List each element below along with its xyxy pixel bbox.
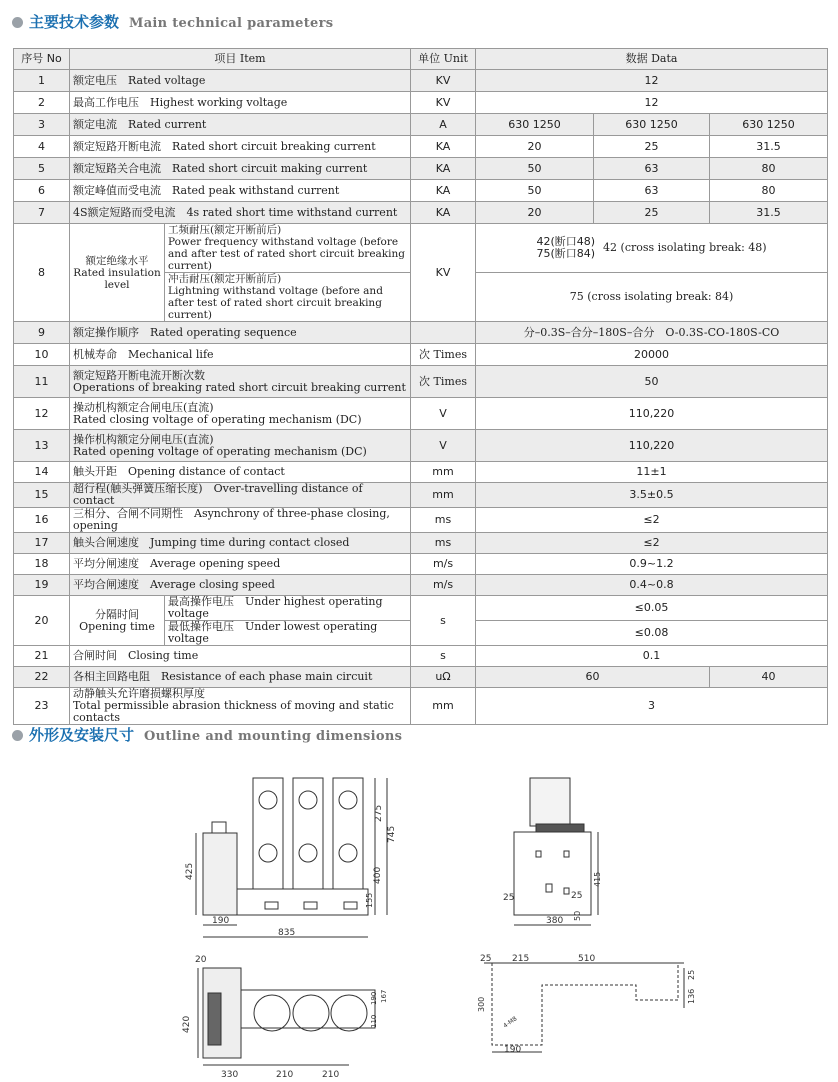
row-value-lightning: 75 (cross isolating break: 84) — [476, 273, 828, 322]
table-row — [14, 202, 828, 224]
dim-167: 167 — [380, 989, 388, 1003]
header-item: 项目 Item — [70, 49, 411, 70]
item-cn: 动静触头允许磨损螺积厚度 — [73, 687, 205, 700]
dim-20: 20 — [195, 955, 207, 965]
table-row — [14, 667, 828, 688]
row-value: 110,220 — [476, 430, 828, 462]
row-unit: KV — [411, 92, 476, 114]
sub-item-cn: 冲击耐压(额定开断前后) — [168, 273, 282, 285]
group-label-en: Rated insulation level — [73, 266, 161, 291]
item-cn: 操作机构额定分闸电压(直流) — [73, 432, 214, 446]
group-label-cn: 额定绝缘水平 — [85, 254, 149, 267]
row-no: 18 — [14, 554, 70, 575]
row-item: 触头合闸速度 Jumping time during contact closed — [70, 533, 411, 554]
value-cn-a: 42(断口48) — [536, 235, 596, 248]
row-unit: s — [411, 646, 476, 667]
row-item: 三相分、合闸不同期性 Asynchrony of three-phase closing, opening — [70, 508, 411, 533]
row-no: 12 — [14, 398, 70, 430]
dim-215: 215 — [512, 954, 530, 964]
row-unit: KA — [411, 158, 476, 180]
row-no: 17 — [14, 533, 70, 554]
row-unit: KV — [411, 224, 476, 322]
table-row — [14, 508, 828, 533]
dim-110: 110 — [370, 1014, 378, 1028]
group-label-cn: 分隔时间 — [95, 607, 139, 621]
row-unit: KA — [411, 136, 476, 158]
value-cn-b: 75(断口84) — [536, 247, 596, 260]
row-unit: KA — [411, 202, 476, 224]
table-row — [14, 575, 828, 596]
row-value-a: 50 — [476, 158, 594, 180]
mounting-view-drawing — [484, 963, 684, 1052]
row-no: 11 — [14, 366, 70, 398]
table-row — [14, 70, 828, 92]
row-item: 触头开距 Opening distance of contact — [70, 462, 411, 483]
row-value-a: 20 — [476, 136, 594, 158]
row-unit: 次 Times — [411, 366, 476, 398]
row-unit: ms — [411, 533, 476, 554]
header-no: 序号 No — [14, 49, 70, 70]
row-value-a: 20 — [476, 202, 594, 224]
row-item: 最高工作电压 Highest working voltage — [70, 92, 411, 114]
bullet-icon — [12, 17, 23, 28]
row-value-b: 63 — [594, 158, 710, 180]
dim-300: 300 — [477, 996, 486, 1012]
row-no: 3 — [14, 114, 70, 136]
row-unit: A — [411, 114, 476, 136]
table-row — [14, 462, 828, 483]
row-value-b: 25 — [594, 136, 710, 158]
dim-400: 400 — [373, 866, 383, 884]
row-unit — [411, 322, 476, 344]
row-unit: s — [411, 596, 476, 646]
row-item: 额定电流 Rated current — [70, 114, 411, 136]
row-item: 平均分闸速度 Average opening speed — [70, 554, 411, 575]
dim-136: 136 — [687, 988, 696, 1004]
item-en: Rated opening voltage of operating mechanism (DC) — [73, 444, 367, 458]
top-view-drawing — [198, 968, 375, 1065]
row-unit: V — [411, 398, 476, 430]
dim-745: 745 — [387, 825, 397, 843]
sub-item-power-frequency — [165, 224, 411, 273]
header-data: 数据 Data — [476, 49, 828, 70]
item-cn: 额定短路开断电流开断次数 — [73, 368, 205, 382]
row-group-label — [70, 596, 165, 646]
row-no: 9 — [14, 322, 70, 344]
row-item: 合闸时间 Closing time — [70, 646, 411, 667]
row-item: 额定电压 Rated voltage — [70, 70, 411, 92]
row-unit: uΩ — [411, 667, 476, 688]
table-header-row — [14, 49, 828, 70]
row-no: 2 — [14, 92, 70, 114]
row-value-highest: ≤0.05 — [476, 596, 828, 621]
section-header-technical-parameters — [12, 11, 333, 32]
row-no: 16 — [14, 508, 70, 533]
table-row — [14, 533, 828, 554]
item-cn: 操动机构额定合闸电压(直流) — [73, 400, 214, 414]
row-item: 超行程(触头弹簧压缩长度) Over-travelling distance of contact — [70, 483, 411, 508]
row-unit: m/s — [411, 575, 476, 596]
row-value-b: 63 — [594, 180, 710, 202]
row-value-c: 31.5 — [710, 136, 828, 158]
row-value-a: 60 — [476, 667, 710, 688]
row-value: 50 — [476, 366, 828, 398]
sub-item-cn: 工频耐压(额定开断前后) — [168, 224, 282, 236]
row-no: 6 — [14, 180, 70, 202]
row-value-c: 31.5 — [710, 202, 828, 224]
row-item: 各相主回路电阻 Resistance of each phase main circuit — [70, 667, 411, 688]
section-title-en: Main technical parameters — [129, 16, 334, 31]
table-row — [14, 430, 828, 462]
row-unit: mm — [411, 688, 476, 725]
row-unit: V — [411, 430, 476, 462]
row-value: 0.1 — [476, 646, 828, 667]
table-row — [14, 92, 828, 114]
row-value-lowest: ≤0.08 — [476, 621, 828, 646]
row-no: 15 — [14, 483, 70, 508]
table-row — [14, 398, 828, 430]
section-header-outline-dimensions — [12, 724, 402, 745]
dim-190-mount: 190 — [504, 1045, 522, 1055]
table-row — [14, 136, 828, 158]
table-row — [14, 114, 828, 136]
row-item — [70, 398, 411, 430]
side-view-drawing — [514, 778, 598, 925]
sub-item-en: Lightning withstand voltage (before and after test of rated short circuit breaking current) — [168, 285, 383, 321]
header-unit: 单位 Unit — [411, 49, 476, 70]
section-title-en: Outline and mounting dimensions — [144, 729, 403, 744]
dim-25-b: 25 — [687, 969, 696, 980]
row-value: 0.4~0.8 — [476, 575, 828, 596]
bullet-icon — [12, 730, 23, 741]
row-no: 13 — [14, 430, 70, 462]
row-value-c: 80 — [710, 158, 828, 180]
table-row — [14, 688, 828, 725]
table-row — [14, 322, 828, 344]
row-value: 分–0.3S–合分–180S–合分 O-0.3S-CO-180S-CO — [476, 322, 828, 344]
row-item: 机械寿命 Mechanical life — [70, 344, 411, 366]
row-item — [70, 430, 411, 462]
row-group-label — [70, 224, 165, 322]
row-value-c: 630 1250 — [710, 114, 828, 136]
front-view-drawing — [196, 778, 387, 937]
sub-item-highest: 最高操作电压 Under highest operating voltage — [165, 596, 411, 621]
sub-item-lowest: 最低操作电压 Under lowest operating voltage — [165, 621, 411, 646]
row-unit: KV — [411, 70, 476, 92]
row-value-b: 40 — [710, 667, 828, 688]
row-no: 7 — [14, 202, 70, 224]
row-no: 20 — [14, 596, 70, 646]
row-value-b: 630 1250 — [594, 114, 710, 136]
table-row — [14, 483, 828, 508]
dim-25-left: 25 — [503, 893, 515, 903]
row-item: 额定峰值而受电流 Rated peak withstand current — [70, 180, 411, 202]
dim-25-a: 25 — [480, 954, 492, 964]
row-value: 3.5±0.5 — [476, 483, 828, 508]
row-item — [70, 366, 411, 398]
row-no: 22 — [14, 667, 70, 688]
section-title-cn: 外形及安装尺寸 — [29, 726, 135, 744]
dim-425: 425 — [185, 862, 195, 880]
item-en: Rated closing voltage of operating mechanism (DC) — [73, 412, 362, 426]
table-row — [14, 596, 828, 621]
dim-275: 275 — [374, 804, 384, 822]
row-value-a: 630 1250 — [476, 114, 594, 136]
row-value: 12 — [476, 92, 828, 114]
table-row — [14, 646, 828, 667]
item-en: Total permissible abrasion thickness of moving and static contacts — [73, 699, 394, 724]
row-value-a: 50 — [476, 180, 594, 202]
row-value: 110,220 — [476, 398, 828, 430]
table-row — [14, 344, 828, 366]
row-no: 10 — [14, 344, 70, 366]
row-item: 额定操作顺序 Rated operating sequence — [70, 322, 411, 344]
row-value: ≤2 — [476, 508, 828, 533]
row-no: 5 — [14, 158, 70, 180]
row-value-c: 80 — [710, 180, 828, 202]
row-value: ≤2 — [476, 533, 828, 554]
row-item: 额定短路开断电流 Rated short circuit breaking current — [70, 136, 411, 158]
table-row — [14, 224, 828, 273]
dim-155: 155 — [365, 892, 374, 908]
row-no: 1 — [14, 70, 70, 92]
dim-330: 330 — [221, 1070, 239, 1080]
value-en: 42 (cross isolating break: 48) — [603, 241, 767, 254]
row-no: 4 — [14, 136, 70, 158]
parameters-table — [13, 48, 828, 725]
section-title-cn: 主要技术参数 — [29, 13, 120, 31]
dim-190-top: 190 — [370, 991, 378, 1005]
dim-4-m8: 4-M8 — [502, 1015, 519, 1030]
row-no: 19 — [14, 575, 70, 596]
row-unit: m/s — [411, 554, 476, 575]
table-row — [14, 554, 828, 575]
row-item — [70, 688, 411, 725]
dim-210-a: 210 — [276, 1070, 294, 1080]
dim-380: 380 — [546, 916, 564, 926]
row-value-b: 25 — [594, 202, 710, 224]
row-no: 14 — [14, 462, 70, 483]
row-value: 11±1 — [476, 462, 828, 483]
dim-50: 50 — [573, 910, 582, 921]
row-no: 23 — [14, 688, 70, 725]
dim-415: 415 — [593, 871, 602, 887]
row-value: 0.9~1.2 — [476, 554, 828, 575]
row-item: 额定短路关合电流 Rated short circuit making current — [70, 158, 411, 180]
row-no: 21 — [14, 646, 70, 667]
row-unit: 次 Times — [411, 344, 476, 366]
group-label-en: Opening time — [79, 619, 155, 633]
dim-835: 835 — [278, 928, 296, 938]
sub-item-lightning — [165, 273, 411, 322]
row-unit: mm — [411, 462, 476, 483]
row-value-power-frequency — [476, 224, 828, 273]
table-row — [14, 158, 828, 180]
row-no: 8 — [14, 224, 70, 322]
dim-25-right: 25 — [571, 891, 583, 901]
sub-item-en: Power frequency withstand voltage (before and after test of rated short circuit breaking current) — [168, 236, 405, 272]
row-value: 12 — [476, 70, 828, 92]
item-en: Operations of breaking rated short circuit breaking current — [73, 380, 406, 394]
table-row — [14, 366, 828, 398]
row-item: 4S额定短路而受电流 4s rated short time withstand current — [70, 202, 411, 224]
row-unit: KA — [411, 180, 476, 202]
dim-420: 420 — [182, 1015, 192, 1033]
row-value: 20000 — [476, 344, 828, 366]
dim-510: 510 — [578, 954, 596, 964]
row-value: 3 — [476, 688, 828, 725]
dim-210-b: 210 — [322, 1070, 340, 1080]
row-item: 平均合闸速度 Average closing speed — [70, 575, 411, 596]
row-unit: mm — [411, 483, 476, 508]
row-unit: ms — [411, 508, 476, 533]
table-row — [14, 180, 828, 202]
dim-190: 190 — [212, 916, 230, 926]
